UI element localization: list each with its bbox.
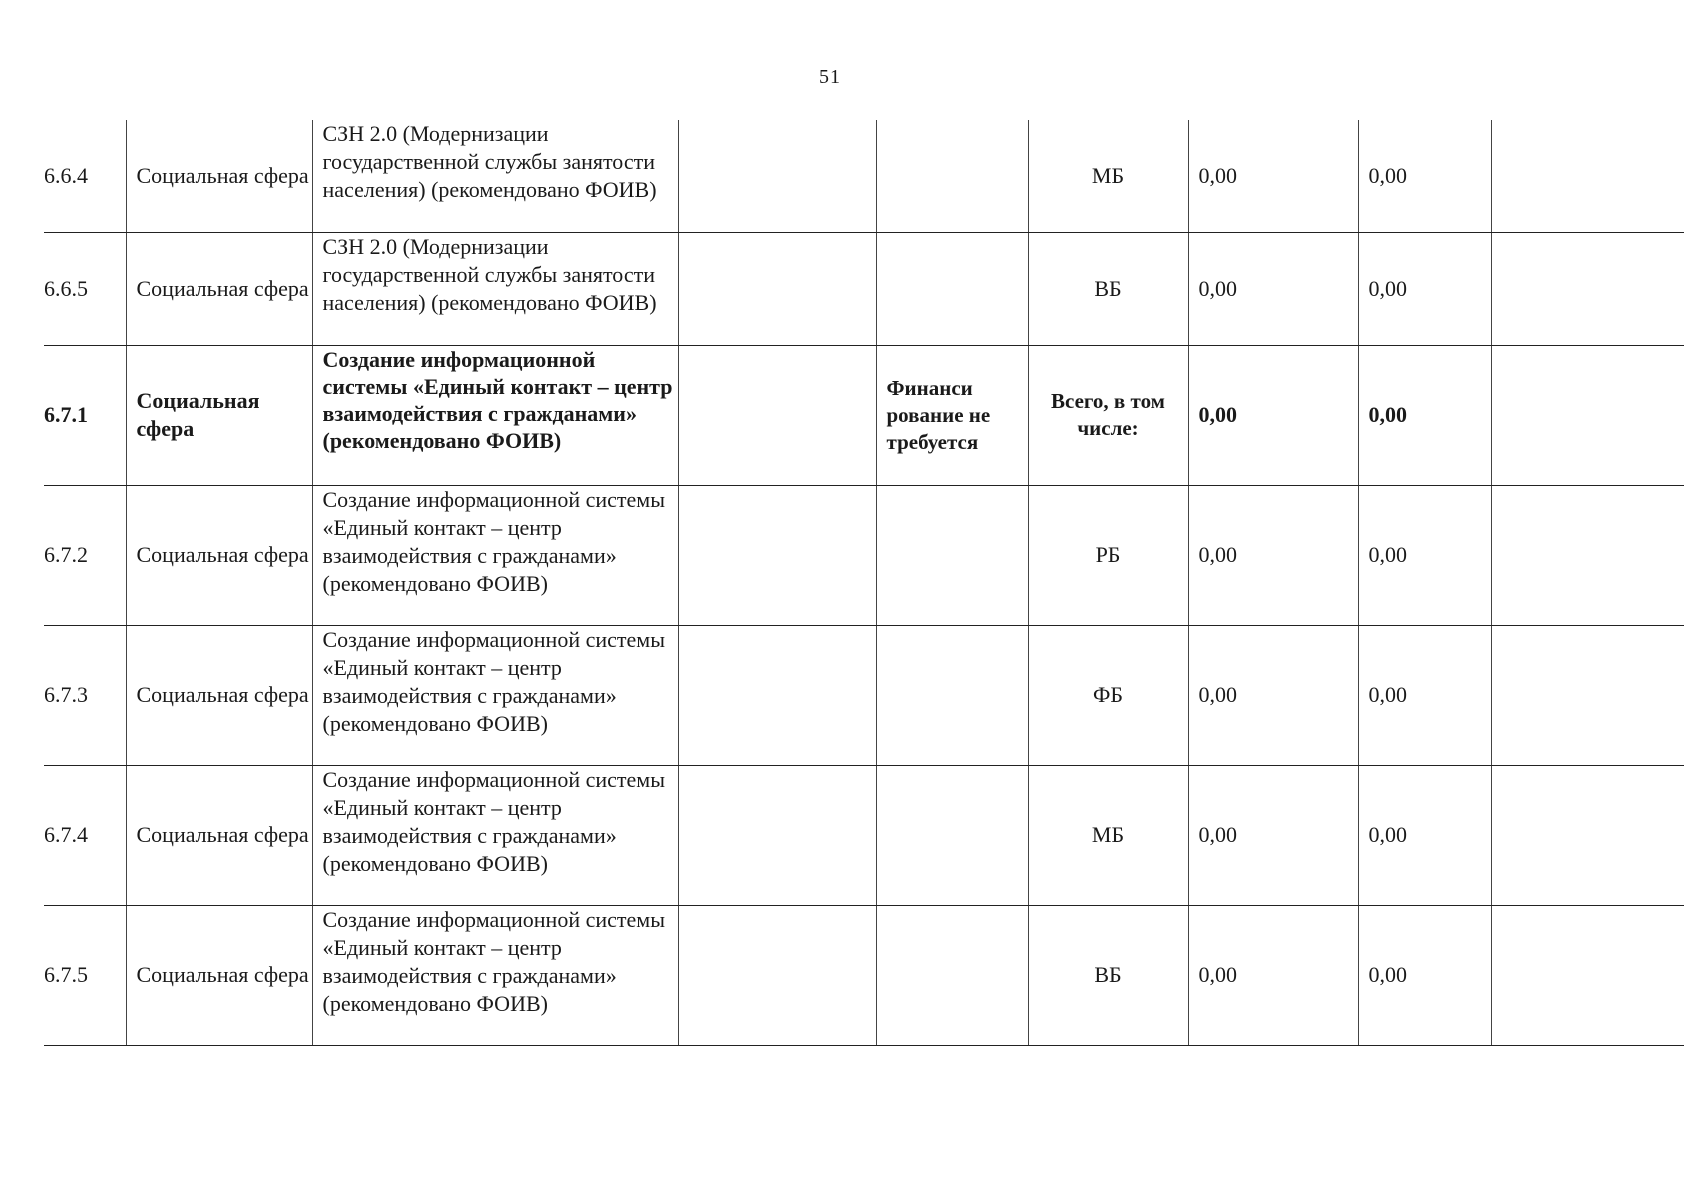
empty-cell-last bbox=[1491, 120, 1684, 232]
measure-name-cell: СЗН 2.0 (Модернизации государственной службы занятости населения) (рекомендовано ФОИВ) bbox=[312, 232, 678, 345]
measure-name-cell: Создание информационной системы «Единый контакт – центр взаимодействия с гражданами» (рекомендовано ФОИВ) bbox=[312, 625, 678, 765]
table-row bbox=[44, 905, 1684, 1045]
source-cell: ВБ bbox=[1028, 905, 1188, 1045]
value-cell-1: 0,00 bbox=[1188, 345, 1358, 485]
financing-cell bbox=[876, 120, 1028, 232]
table-row bbox=[44, 120, 1684, 232]
source-cell: МБ bbox=[1028, 120, 1188, 232]
empty-cell-last bbox=[1491, 625, 1684, 765]
measures-table bbox=[44, 120, 1684, 1046]
table-row bbox=[44, 232, 1684, 345]
empty-cell bbox=[678, 345, 876, 485]
value-cell-2: 0,00 bbox=[1358, 905, 1491, 1045]
value-cell-2: 0,00 bbox=[1358, 345, 1491, 485]
value-cell-1: 0,00 bbox=[1188, 905, 1358, 1045]
row-number: 6.7.5 bbox=[44, 905, 126, 1045]
table-row bbox=[44, 625, 1684, 765]
table-row bbox=[44, 345, 1684, 485]
row-number: 6.7.2 bbox=[44, 485, 126, 625]
measure-name-cell: Создание информационной системы «Единый контакт – центр взаимодействия с гражданами» (рекомендовано ФОИВ) bbox=[312, 345, 678, 485]
value-cell-1: 0,00 bbox=[1188, 625, 1358, 765]
value-cell-2: 0,00 bbox=[1358, 485, 1491, 625]
value-cell-1: 0,00 bbox=[1188, 485, 1358, 625]
source-cell: ФБ bbox=[1028, 625, 1188, 765]
empty-cell bbox=[678, 120, 876, 232]
empty-cell-last bbox=[1491, 765, 1684, 905]
empty-cell-last bbox=[1491, 345, 1684, 485]
financing-cell bbox=[876, 232, 1028, 345]
sphere-cell: Социальная сфера bbox=[126, 765, 312, 905]
value-cell-2: 0,00 bbox=[1358, 120, 1491, 232]
empty-cell bbox=[678, 485, 876, 625]
empty-cell-last bbox=[1491, 485, 1684, 625]
sphere-cell: Социальная сфера bbox=[126, 485, 312, 625]
empty-cell bbox=[678, 905, 876, 1045]
measure-name-cell: СЗН 2.0 (Модернизации государственной службы занятости населения) (рекомендовано ФОИВ) bbox=[312, 120, 678, 232]
measure-name-cell: Создание информационной системы «Единый контакт – центр взаимодействия с гражданами» (рекомендовано ФОИВ) bbox=[312, 765, 678, 905]
financing-cell bbox=[876, 485, 1028, 625]
source-cell: Всего, в том числе: bbox=[1028, 345, 1188, 485]
empty-cell bbox=[678, 232, 876, 345]
sphere-cell: Социальная сфера bbox=[126, 625, 312, 765]
financing-cell bbox=[876, 625, 1028, 765]
sphere-cell: Социальная сфера bbox=[126, 120, 312, 232]
source-cell: ВБ bbox=[1028, 232, 1188, 345]
measure-name-cell: Создание информационной системы «Единый контакт – центр взаимодействия с гражданами» (рекомендовано ФОИВ) bbox=[312, 905, 678, 1045]
row-number: 6.6.4 bbox=[44, 120, 126, 232]
row-number: 6.7.4 bbox=[44, 765, 126, 905]
value-cell-2: 0,00 bbox=[1358, 625, 1491, 765]
value-cell-1: 0,00 bbox=[1188, 120, 1358, 232]
value-cell-1: 0,00 bbox=[1188, 765, 1358, 905]
empty-cell-last bbox=[1491, 905, 1684, 1045]
page-number: 51 bbox=[819, 66, 841, 88]
source-cell: РБ bbox=[1028, 485, 1188, 625]
financing-cell bbox=[876, 765, 1028, 905]
row-number: 6.7.3 bbox=[44, 625, 126, 765]
empty-cell-last bbox=[1491, 232, 1684, 345]
table-row bbox=[44, 485, 1684, 625]
financing-cell: Финанси рование не требуется bbox=[876, 345, 1028, 485]
sphere-cell: Социальная сфера bbox=[126, 232, 312, 345]
value-cell-2: 0,00 bbox=[1358, 765, 1491, 905]
empty-cell bbox=[678, 625, 876, 765]
empty-cell bbox=[678, 765, 876, 905]
value-cell-1: 0,00 bbox=[1188, 232, 1358, 345]
sphere-cell: Социальная сфера bbox=[126, 905, 312, 1045]
row-number: 6.6.5 bbox=[44, 232, 126, 345]
row-number: 6.7.1 bbox=[44, 345, 126, 485]
table-row bbox=[44, 765, 1684, 905]
sphere-cell: Социальная сфера bbox=[126, 345, 312, 485]
financing-cell bbox=[876, 905, 1028, 1045]
source-cell: МБ bbox=[1028, 765, 1188, 905]
value-cell-2: 0,00 bbox=[1358, 232, 1491, 345]
measure-name-cell: Создание информационной системы «Единый контакт – центр взаимодействия с гражданами» (рекомендовано ФОИВ) bbox=[312, 485, 678, 625]
